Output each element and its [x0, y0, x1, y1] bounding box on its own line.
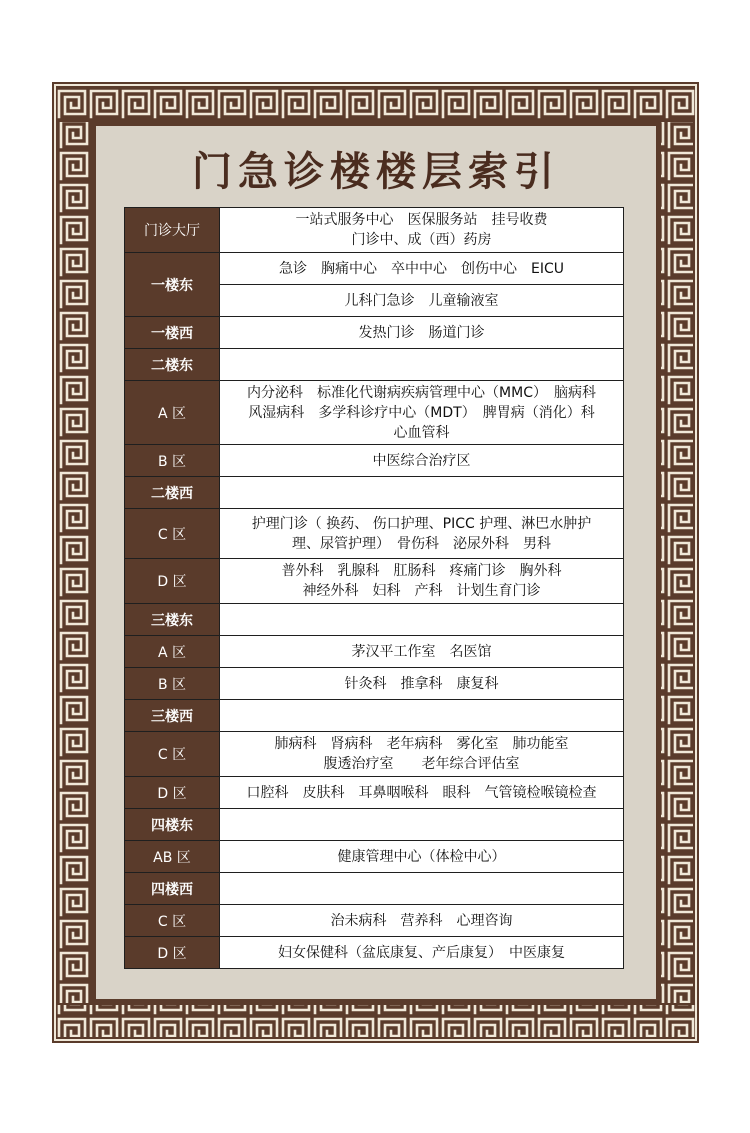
index-row [125, 208, 624, 253]
zone-label: D 区 [125, 777, 220, 809]
departments-cell [220, 349, 624, 381]
departments-cell [220, 777, 624, 809]
departments-line: 发热门诊 肠道门诊 [358, 324, 485, 341]
departments-cell [220, 208, 624, 253]
departments-line: 腹透治疗室 老年综合评估室 [323, 756, 520, 772]
departments-line: 妇女保健科（盆底康复、产后康复） 中医康复 [278, 944, 565, 961]
departments-line: 急诊 胸痛中心 卒中中心 创伤中心 EICU [279, 260, 564, 277]
zone-label: D 区 [125, 937, 220, 969]
index-row [125, 937, 624, 969]
zone-label: 门诊大厅 [125, 208, 220, 253]
departments-line: 护理门诊（ 换药、 伤口护理、PICC 护理、淋巴水肿护 [251, 515, 592, 532]
index-row [125, 445, 624, 477]
index-row [125, 809, 624, 841]
floor-label: 二楼西 [125, 477, 220, 509]
index-row [125, 509, 624, 559]
departments-line: 茅汉平工作室 名医馆 [351, 643, 492, 660]
departments-cell [220, 317, 624, 349]
index-row [125, 777, 624, 809]
index-row [125, 559, 624, 604]
index-row [125, 317, 624, 349]
floor-label: 四楼西 [125, 873, 220, 905]
departments-cell [220, 905, 624, 937]
index-row [125, 381, 624, 445]
departments-cell [220, 668, 624, 700]
departments-cell [220, 445, 624, 477]
departments-line: 一站式服务中心 医保服务站 挂号收费 [295, 212, 548, 228]
index-row [125, 477, 624, 509]
departments-line: 普外科 乳腺科 肛肠科 疼痛门诊 胸外科 [281, 563, 562, 579]
departments-line: 肺病科 肾病科 老年病科 雾化室 肺功能室 [274, 736, 569, 752]
departments-line: 治未病科 营养科 心理咨询 [330, 912, 513, 929]
departments-cell [220, 509, 624, 559]
departments-line: 神经外科 妇科 产科 计划生育门诊 [302, 583, 541, 599]
departments-cell [220, 700, 624, 732]
departments-cell [220, 873, 624, 905]
departments-cell [220, 381, 624, 445]
floor-label: 三楼东 [125, 604, 220, 636]
departments-cell [220, 841, 624, 873]
departments-line: 风湿病科 多学科诊疗中心（MDT） 脾胃病（消化）科 [248, 404, 595, 421]
floor-label: 一楼东 [125, 253, 220, 317]
index-row [125, 604, 624, 636]
zone-label: A 区 [125, 636, 220, 668]
departments-line: 针灸科 推拿科 康复科 [344, 675, 499, 692]
floor-label: 一楼西 [125, 317, 220, 349]
index-row [125, 841, 624, 873]
departments-cell [220, 809, 624, 841]
departments-line: 内分泌科 标准化代谢病疾病管理中心（MMC） 脑病科 [247, 384, 596, 401]
zone-label: D 区 [125, 559, 220, 604]
departments-line: 理、尿管护理） 骨伤科 泌尿外科 男科 [292, 535, 551, 552]
floor-label: 二楼东 [125, 349, 220, 381]
index-row [125, 668, 624, 700]
zone-label: A 区 [125, 381, 220, 445]
departments-cell [220, 285, 624, 317]
page-title: 门急诊楼楼层索引 [192, 149, 560, 195]
zone-label: C 区 [125, 509, 220, 559]
departments-cell [220, 253, 624, 285]
zone-label: AB 区 [125, 841, 220, 873]
departments-line: 口腔科 皮肤科 耳鼻咽喉科 眼科 气管镜检喉镜检查 [246, 784, 597, 801]
index-row [125, 636, 624, 668]
departments-line: 健康管理中心（体检中心） [337, 848, 506, 865]
index-row [125, 905, 624, 937]
departments-cell [220, 559, 624, 604]
departments-cell [220, 477, 624, 509]
departments-line: 门诊中、成（西）药房 [351, 232, 492, 248]
zone-label: C 区 [125, 732, 220, 777]
departments-line: 儿科门急诊 儿童输液室 [344, 292, 499, 309]
zone-label: B 区 [125, 668, 220, 700]
floor-label: 三楼西 [125, 700, 220, 732]
departments-line: 中医综合治疗区 [372, 452, 471, 469]
departments-line: 心血管科 [393, 424, 450, 441]
zone-label: C 区 [125, 905, 220, 937]
departments-cell [220, 604, 624, 636]
departments-cell [220, 937, 624, 969]
departments-cell [220, 636, 624, 668]
floor-label: 四楼东 [125, 809, 220, 841]
floor-index-table [124, 207, 624, 969]
index-row [125, 873, 624, 905]
zone-label: B 区 [125, 445, 220, 477]
index-row [125, 732, 624, 777]
departments-cell [220, 732, 624, 777]
index-row [125, 253, 624, 285]
index-row [125, 700, 624, 732]
index-row [125, 349, 624, 381]
